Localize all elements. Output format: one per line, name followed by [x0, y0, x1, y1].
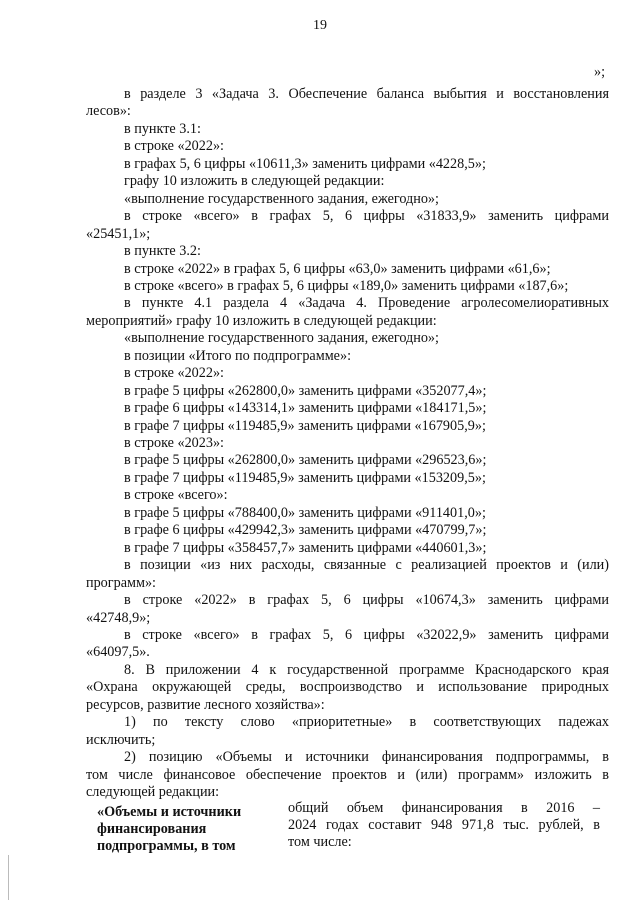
- table-left-line: «Объемы и источники: [97, 804, 242, 820]
- text-line: в пункте 3.2:: [124, 243, 201, 259]
- text-line: в пункте 3.1:: [124, 121, 201, 137]
- text-line: в графе 7 цифры «358457,7» заменить цифрами «440601,3»;: [124, 540, 487, 556]
- text-line: исключить;: [86, 732, 156, 748]
- margin-scan-mark: [8, 855, 9, 900]
- text-line: в позиции «Итого по подпрограмме»:: [124, 348, 352, 364]
- text-line: лесов»:: [86, 103, 131, 119]
- text-line: в графе 6 цифры «143314,1» заменить цифрами «184171,5»;: [124, 400, 487, 416]
- text-line: 8. В приложении 4 к государственной программе Краснодарского края: [124, 662, 609, 678]
- table-right-cell: [288, 800, 608, 851]
- text-line: в графе 5 цифры «788400,0» заменить цифрами «911401,0»;: [124, 505, 486, 521]
- text-line: 2) позицию «Объемы и источники финансирования подпрограммы, в: [124, 749, 609, 765]
- text-line: в строке «2022»:: [124, 138, 224, 154]
- text-line: в строке «2022» в графах 5, 6 цифры «10674,3» заменить цифрами: [124, 592, 609, 608]
- text-line: в строке «2023»:: [124, 435, 224, 451]
- text-line: мероприятий» графу 10 изложить в следующей редакции:: [86, 313, 437, 329]
- text-line: «выполнение государственного задания, ежегодно»;: [124, 191, 439, 207]
- text-line: 1) по тексту слово «приоритетные» в соответствующих падежах: [124, 714, 609, 730]
- text-line: «Охрана окружающей среды, воспроизводство и использование природных: [86, 679, 609, 695]
- table-left-line: подпрограммы, в том: [97, 838, 236, 854]
- text-line: в разделе 3 «Задача 3. Обеспечение баланса выбытия и восстановления: [124, 86, 609, 102]
- text-line: том числе финансовое обеспечение проектов и (или) программ» изложить в: [86, 767, 609, 783]
- page-number: 19: [313, 18, 327, 33]
- text-line: следующей редакции:: [86, 784, 220, 800]
- table-left-line: финансирования: [97, 821, 207, 837]
- text-line: в пункте 4.1 раздела 4 «Задача 4. Проведение агролесомелиоративных: [124, 295, 609, 311]
- text-line: «42748,9»;: [86, 610, 151, 626]
- text-line: »;: [594, 64, 606, 80]
- text-line: в строке «всего»:: [124, 487, 228, 503]
- text-line: в графе 6 цифры «429942,3» заменить цифрами «470799,7»;: [124, 522, 487, 538]
- text-line: в графе 7 цифры «119485,9» заменить цифрами «153209,5»;: [124, 470, 486, 486]
- text-line: программ»:: [86, 575, 156, 591]
- text-line: в позиции «из них расходы, связанные с реализацией проектов и (или): [124, 557, 609, 573]
- table-right-line: общий объем финансирования в 2016 –: [288, 800, 600, 816]
- text-line: «64097,5».: [86, 644, 150, 660]
- table-left-cell: [97, 804, 267, 855]
- text-line: в строке «2022»:: [124, 365, 224, 381]
- text-line: в графе 5 цифры «262800,0» заменить цифрами «296523,6»;: [124, 452, 487, 468]
- text-line: в графе 7 цифры «119485,9» заменить цифрами «167905,9»;: [124, 418, 486, 434]
- text-line: графу 10 изложить в следующей редакции:: [124, 173, 385, 189]
- text-line: в графах 5, 6 цифры «10611,3» заменить цифрами «4228,5»;: [124, 156, 486, 172]
- text-line: в строке «всего» в графах 5, 6 цифры «32022,9» заменить цифрами: [124, 627, 609, 643]
- text-line: в графе 5 цифры «262800,0» заменить цифрами «352077,4»;: [124, 383, 487, 399]
- text-line: «25451,1»;: [86, 226, 151, 242]
- table-right-line: том числе:: [288, 834, 352, 850]
- text-line: «выполнение государственного задания, ежегодно»;: [124, 330, 439, 346]
- text-line: в строке «2022» в графах 5, 6 цифры «63,0» заменить цифрами «61,6»;: [124, 261, 551, 277]
- text-line: ресурсов, развитие лесного хозяйства»:: [86, 697, 325, 713]
- table-right-line: 2024 годах составит 948 971,8 тыс. рублей, в: [288, 817, 600, 833]
- text-line: в строке «всего» в графах 5, 6 цифры «189,0» заменить цифрами «187,6»;: [124, 278, 569, 294]
- text-line: в строке «всего» в графах 5, 6 цифры «31833,9» заменить цифрами: [124, 208, 609, 224]
